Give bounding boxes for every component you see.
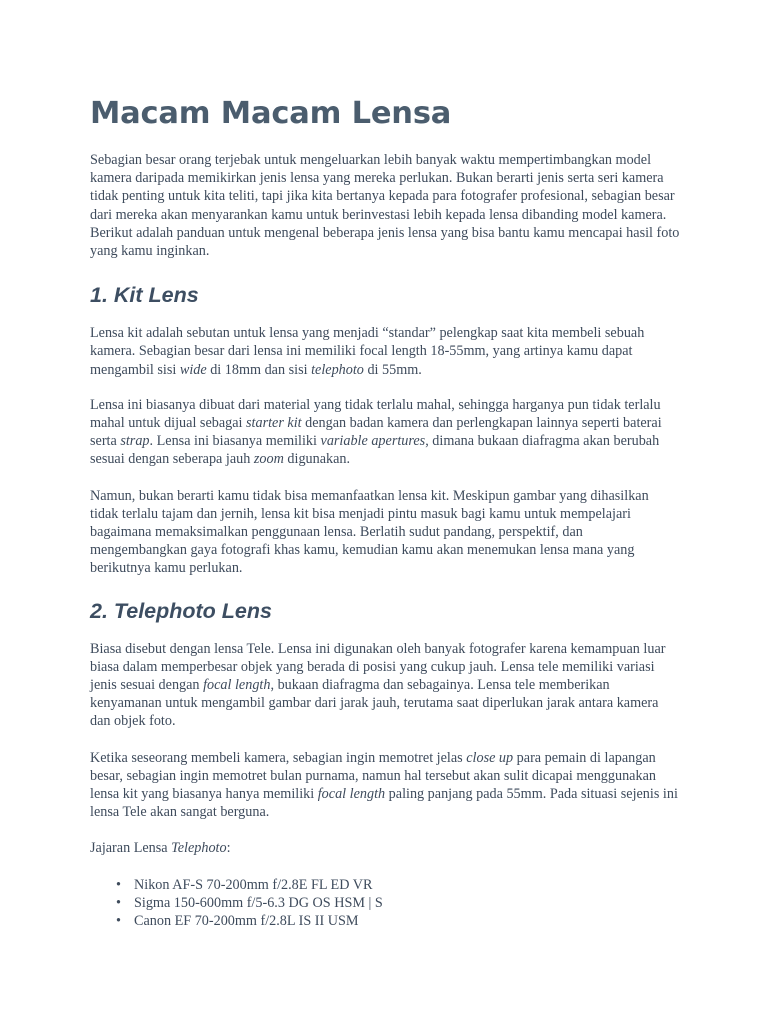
text-run: . Lensa ini biasanya memiliki bbox=[149, 433, 321, 450]
italic-term: zoom bbox=[253, 451, 284, 468]
italic-term: starter kit bbox=[246, 415, 302, 432]
telephoto-paragraph-2 bbox=[90, 749, 680, 822]
list-item-text: Canon EF 70-200mm f/2.8L IS II USM bbox=[134, 913, 359, 930]
bullet-icon: • bbox=[116, 913, 121, 930]
list-item-text: Sigma 150-600mm f/5-6.3 DG OS HSM | S bbox=[134, 894, 383, 911]
text-run: , bukaan diafragma dan sebagainya. Lensa tele memberikan kenyamanan untuk mengambil gambar dari jarak jauh, terutama saat diperlukan jarak antara kamera dan objek foto. bbox=[90, 677, 659, 730]
italic-term: focal length bbox=[203, 677, 271, 694]
bullet-icon: • bbox=[116, 876, 121, 893]
text-run: , dimana bukaan diafragma akan berubah sesuai dengan seberapa jauh bbox=[90, 433, 660, 468]
section-heading-kit-lens: 1. Kit Lens bbox=[90, 283, 199, 308]
text-run: Biasa disebut dengan lensa Tele. Lensa ini digunakan oleh banyak fotografer karena kemampuan luar biasa dalam memperbesar objek yang berada di posisi yang cukup jauh. Lensa tele memiliki variasi jenis sesuai dengan bbox=[90, 640, 666, 694]
text-run: Jajaran Lensa bbox=[90, 840, 172, 857]
text-run: para pemain di lapangan besar, sebagian ingin memotret bulan purnama, namun hal tersebut akan sulit dicapai menggunakan lensa kit yang biasanya hanya memiliki bbox=[90, 749, 656, 803]
intro-paragraph: Sebagian besar orang terjebak untuk mengeluarkan lebih banyak waktu mempertimbangkan model kamera daripada memikirkan jenis lensa yang mereka perlukan. Bukan berarti jenis serta seri kamera tidak penting untuk kita teliti, tapi jika kita bertanya kepada para fotografer profesional, sebagian besar dari mereka akan menyarankan kamu untuk berinvestasi lebih kepada lensa dibanding model kamera. Berikut adalah panduan untuk mengenal beberapa jenis lensa yang bisa bantu kamu mencapai hasil foto yang kamu inginkan. bbox=[90, 152, 680, 260]
text-run: paling panjang pada 55mm. Pada situasi sejenis ini lensa Tele akan sangat berguna. bbox=[90, 786, 678, 821]
text-run: di 55mm. bbox=[363, 361, 422, 378]
page-title: Macam Macam Lensa bbox=[90, 96, 452, 131]
kit-lens-paragraph-3: Namun, bukan berarti kamu tidak bisa memanfaatkan lensa kit. Meskipun gambar yang dihasilkan tidak terlalu tajam dan jernih, lensa kit bisa menjadi pintu masuk bagi kamu untuk mempelajari bagaimana memaksimalkan penggunaan lensa. Berlatih sudut pandang, perspektif, dan mengembangkan gaya fotografi khas kamu, kemudian kamu akan menemukan lensa mana yang berikutnya kamu perlukan. bbox=[90, 487, 649, 577]
list-item-text: Nikon AF-S 70-200mm f/2.8E FL ED VR bbox=[134, 876, 373, 893]
italic-term: Telephoto bbox=[171, 840, 227, 857]
text-run: Lensa kit adalah sebutan untuk lensa yang menjadi “standar” pelengkap saat kita membeli sebuah kamera. Sebagian besar dari lensa ini memiliki focal length 18-55mm, yang artinya kamu dapat mengambil sisi bbox=[90, 325, 645, 378]
telephoto-list-intro bbox=[90, 839, 680, 857]
section-heading-telephoto-lens: 2. Telephoto Lens bbox=[90, 598, 272, 623]
text-run: di 18mm dan sisi bbox=[206, 361, 312, 378]
italic-term: focal length bbox=[317, 786, 386, 803]
list-item bbox=[116, 912, 680, 930]
list-item bbox=[116, 876, 680, 894]
text-run: Ketika seseorang membeli kamera, sebagian ingin memotret jelas bbox=[90, 749, 467, 766]
italic-term: wide bbox=[179, 361, 207, 378]
telephoto-lens-list bbox=[90, 876, 680, 931]
italic-term: telephoto bbox=[311, 361, 364, 378]
kit-lens-paragraph-2 bbox=[90, 396, 680, 469]
text-run: digunakan. bbox=[283, 451, 351, 468]
italic-term: strap bbox=[120, 433, 150, 450]
text-run: Lensa ini biasanya dibuat dari material yang tidak terlalu mahal, sehingga harganya pun tidak terlalu mahal untuk dijual sebagai bbox=[90, 396, 661, 432]
italic-term: variable apertures bbox=[320, 433, 426, 450]
bullet-icon: • bbox=[116, 894, 121, 911]
text-run: : bbox=[226, 840, 231, 857]
text-run: dengan badan kamera dan perlengkapan lainnya seperti baterai serta bbox=[90, 415, 662, 450]
telephoto-paragraph-1 bbox=[90, 640, 680, 731]
list-item bbox=[116, 894, 680, 912]
italic-term: close up bbox=[466, 749, 514, 766]
kit-lens-paragraph-1 bbox=[90, 324, 680, 379]
